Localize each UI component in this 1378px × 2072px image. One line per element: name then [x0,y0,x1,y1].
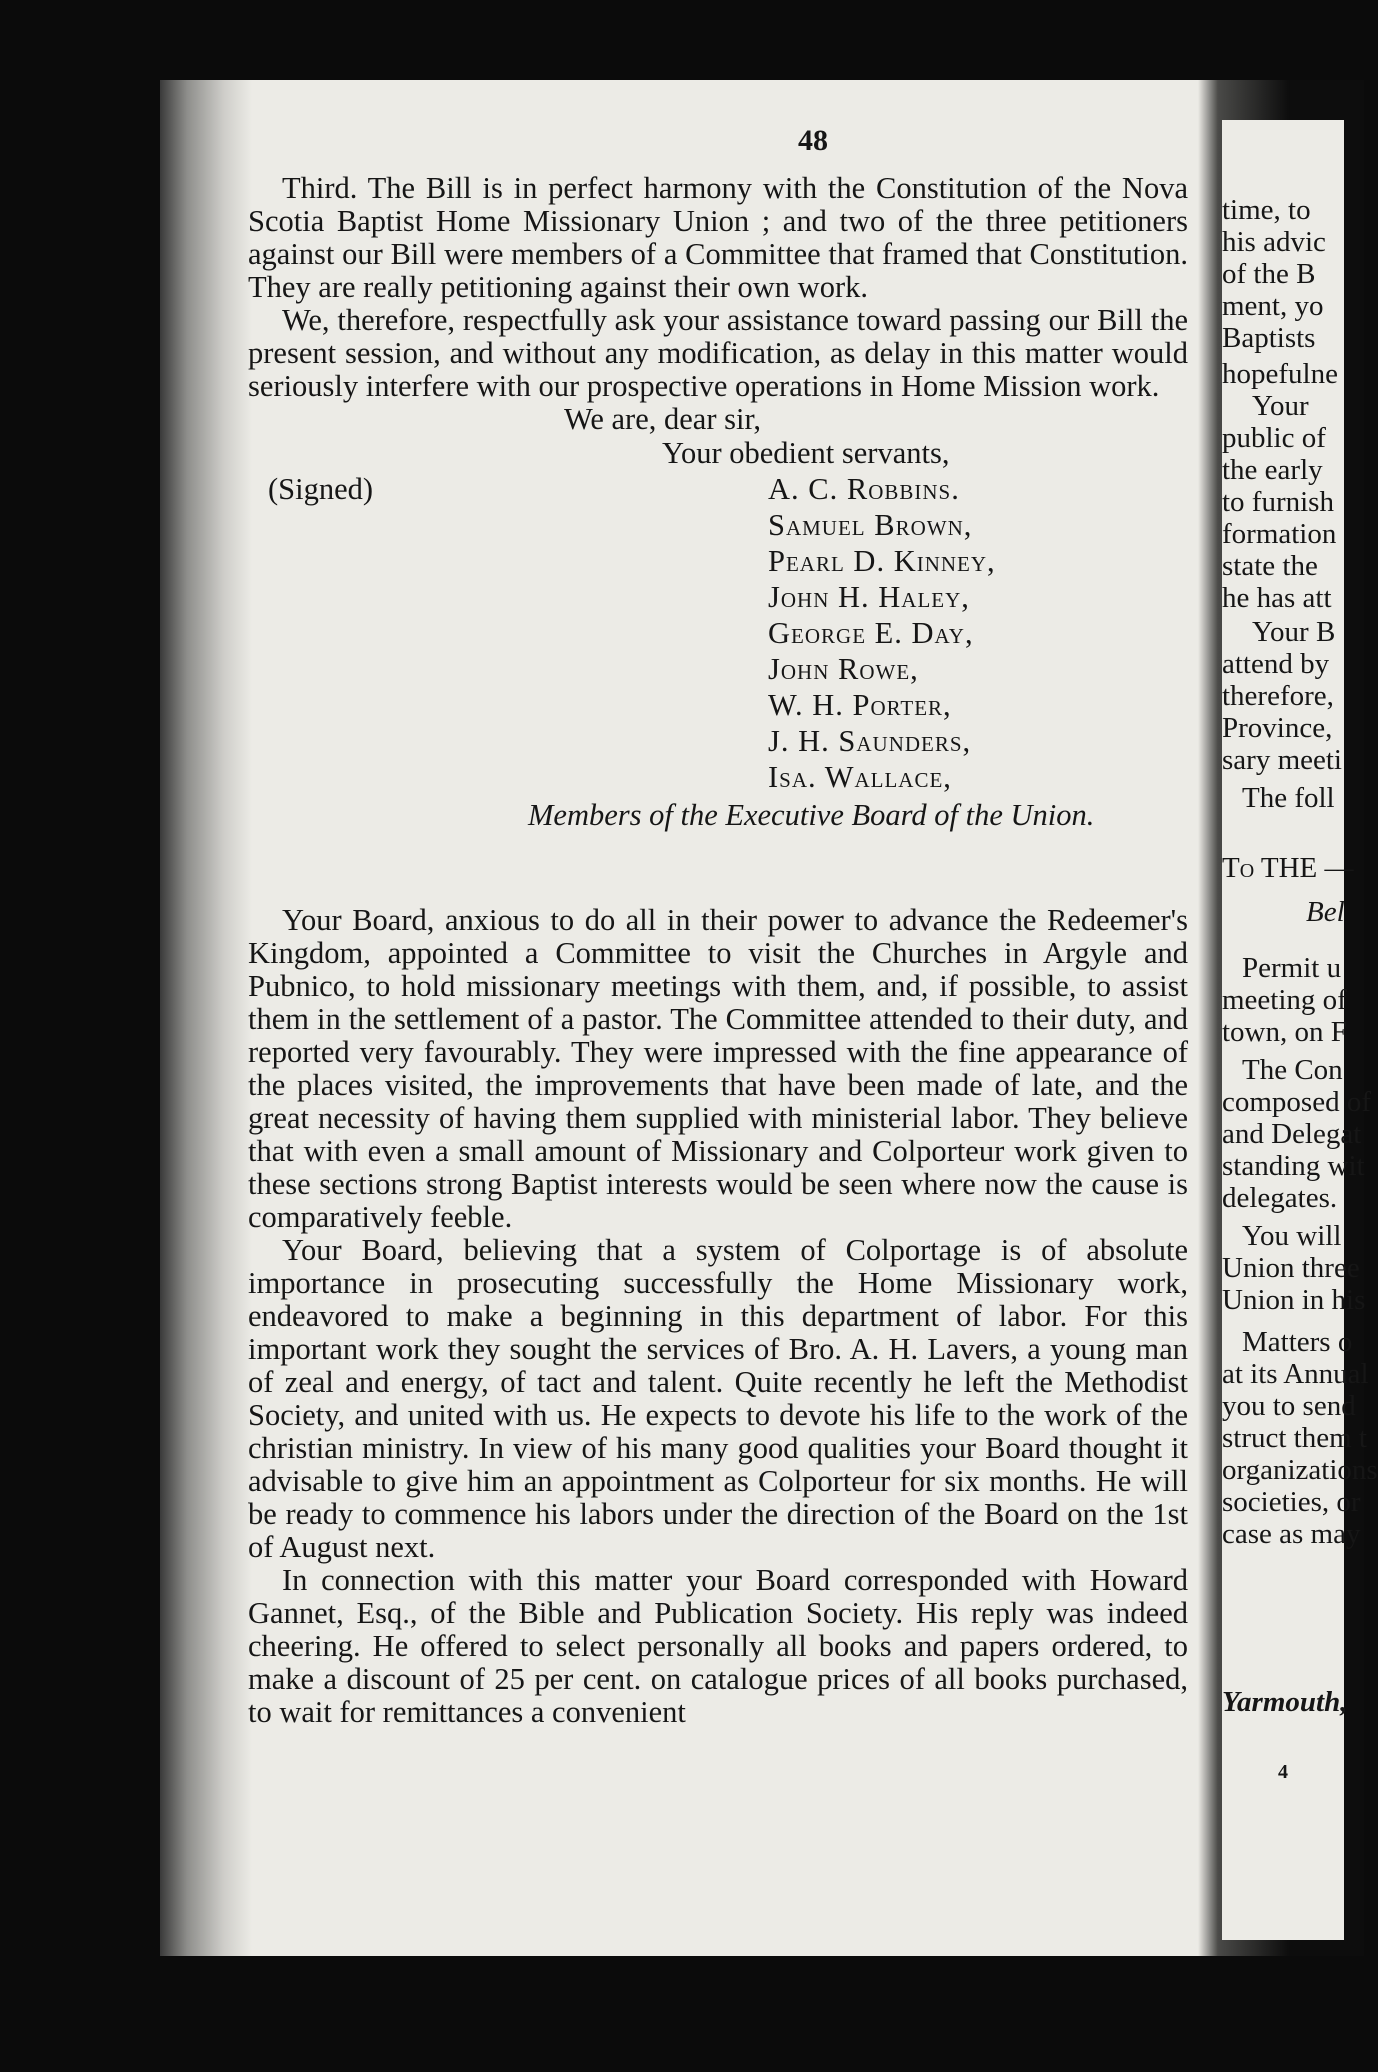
letter-closing [248,403,1188,858]
scanned-book-spread [160,80,1344,1956]
signatory: Isa. Wallace, [768,760,952,794]
facing-line: formation [1222,518,1337,550]
signatory: John Rowe, [768,652,919,686]
facing-line: town, on F [1222,1016,1347,1048]
facing-line: To THE — [1222,852,1354,884]
facing-line: Permit u [1242,952,1342,984]
facing-line: ment, yo [1222,290,1324,322]
facing-line: Union three [1222,1252,1360,1284]
facing-line: therefore, [1222,680,1334,712]
paragraph-correspondence: In connection with this matter your Board corresponded with Howard Gannet, Esq., of the Bible and Publication Society. His reply was indeed cheering. He offered to select personally all books and papers ordered, to make a discount of 25 per cent. on catalogue prices of all books purchased, to wait for remittances a convenient [248,1563,1188,1729]
facing-line: hopefulne [1222,358,1338,390]
paragraph-committee-visit: Your Board, anxious to do all in their power to advance the Redeemer's Kingdom, appointed a Committee to visit the Churches in Argyle and Pubnico, to hold missionary meetings with them, and, if possible, to assist them in the settlement of a pastor. The Committee attended to their duty, and reported very favourably. They were impressed with the fine appearance of the places visited, the improvements that have been made of late, and the great necessity of having them supplied with ministerial labor. They believe that with even a small amount of Missionary and Colporteur work given to these sections strong Baptist interests would be seen where now the cause is comparatively feeble. [248,903,1188,1234]
facing-line: You will [1242,1220,1342,1252]
facing-line: the early [1222,454,1323,486]
facing-line: organizations [1222,1454,1378,1486]
facing-line: case as may [1222,1518,1361,1550]
text-column [248,172,1188,1729]
binding-shadow [160,80,252,1956]
facing-line: meeting of [1222,984,1347,1016]
facing-line: sary meeti [1222,744,1342,776]
signatory: W. H. Porter, [768,688,952,722]
facing-line: at its Annual [1222,1358,1369,1390]
left-page [248,80,1198,1956]
facing-line: his advic [1222,226,1326,258]
signatory: George E. Day, [768,616,974,650]
paragraph-request: We, therefore, respectfully ask your assistance toward passing our Bill the present session, and without any modification, as delay in this matter would seriously interfere with our prospective operations in Home Mission work. [248,303,1188,403]
members-line: Members of the Executive Board of the Union. [528,798,1095,832]
paragraph-colportage: Your Board, believing that a system of Colportage is of absolute importance in prosecuting successfully the Home Missionary work, endeavored to make a beginning in this department of labor. For this important work they sought the services of Bro. A. H. Lavers, a young man of zeal and energy, of tact and talent. Quite recently he left the Methodist Society, and united with us. He expects to devote his life to the work of the christian ministry. In view of his many good qualities your Board thought it advisable to give him an appointment as Colporteur for six months. He will be ready to commence his labors under the direction of the Board on the 1st of August next. [248,1233,1188,1564]
page-number: 48 [798,124,828,157]
facing-line: The foll [1242,782,1335,814]
signatory: Pearl D. Kinney, [768,544,996,578]
facing-line: and Delegat [1222,1118,1362,1150]
facing-line: struct them t [1222,1422,1367,1454]
facing-line: you to send [1222,1390,1356,1422]
facing-line: societies, or [1222,1486,1361,1518]
signatory: Samuel Brown, [768,508,973,542]
facing-line: Your [1252,390,1309,422]
facing-page-fragment [1222,120,1378,1940]
facing-page-signature-mark: 4 [1278,1761,1288,1783]
sign-off: Your obedient servants, [662,436,950,470]
facing-line: Yarmouth, [1222,1686,1348,1718]
facing-line: delegates. [1222,1182,1338,1214]
salutation: We are, dear sir, [564,402,761,436]
facing-line: state the [1222,550,1318,582]
facing-line: Union in his [1222,1284,1366,1316]
facing-line: he has att [1222,582,1332,614]
signatory: A. C. Robbins. [768,472,960,506]
facing-line: of the B [1222,258,1316,290]
facing-line: Matters o [1242,1326,1353,1358]
signed-label: (Signed) [268,472,374,506]
facing-line: Bel [1306,896,1345,928]
signatory: John H. Haley, [768,580,970,614]
facing-line: Province, [1222,712,1333,744]
facing-line: composed of [1222,1086,1371,1118]
facing-line: Your B [1252,616,1336,648]
facing-line: The Con [1242,1054,1343,1086]
facing-line: to furnish [1222,486,1334,518]
facing-line: public of [1222,422,1326,454]
signatory: J. H. Saunders, [768,724,972,758]
paragraph-third-point: Third. The Bill is in perfect harmony with the Constitution of the Nova Scotia Baptist Home Missionary Union ; and two of the three petitioners against our Bill were members of a Committee that framed that Constitution. They are really petitioning against their own work. [248,171,1188,304]
facing-line: Baptists [1222,322,1316,354]
facing-line: time, to [1222,194,1311,226]
facing-line: attend by [1222,648,1330,680]
facing-line: standing wit [1222,1150,1365,1182]
